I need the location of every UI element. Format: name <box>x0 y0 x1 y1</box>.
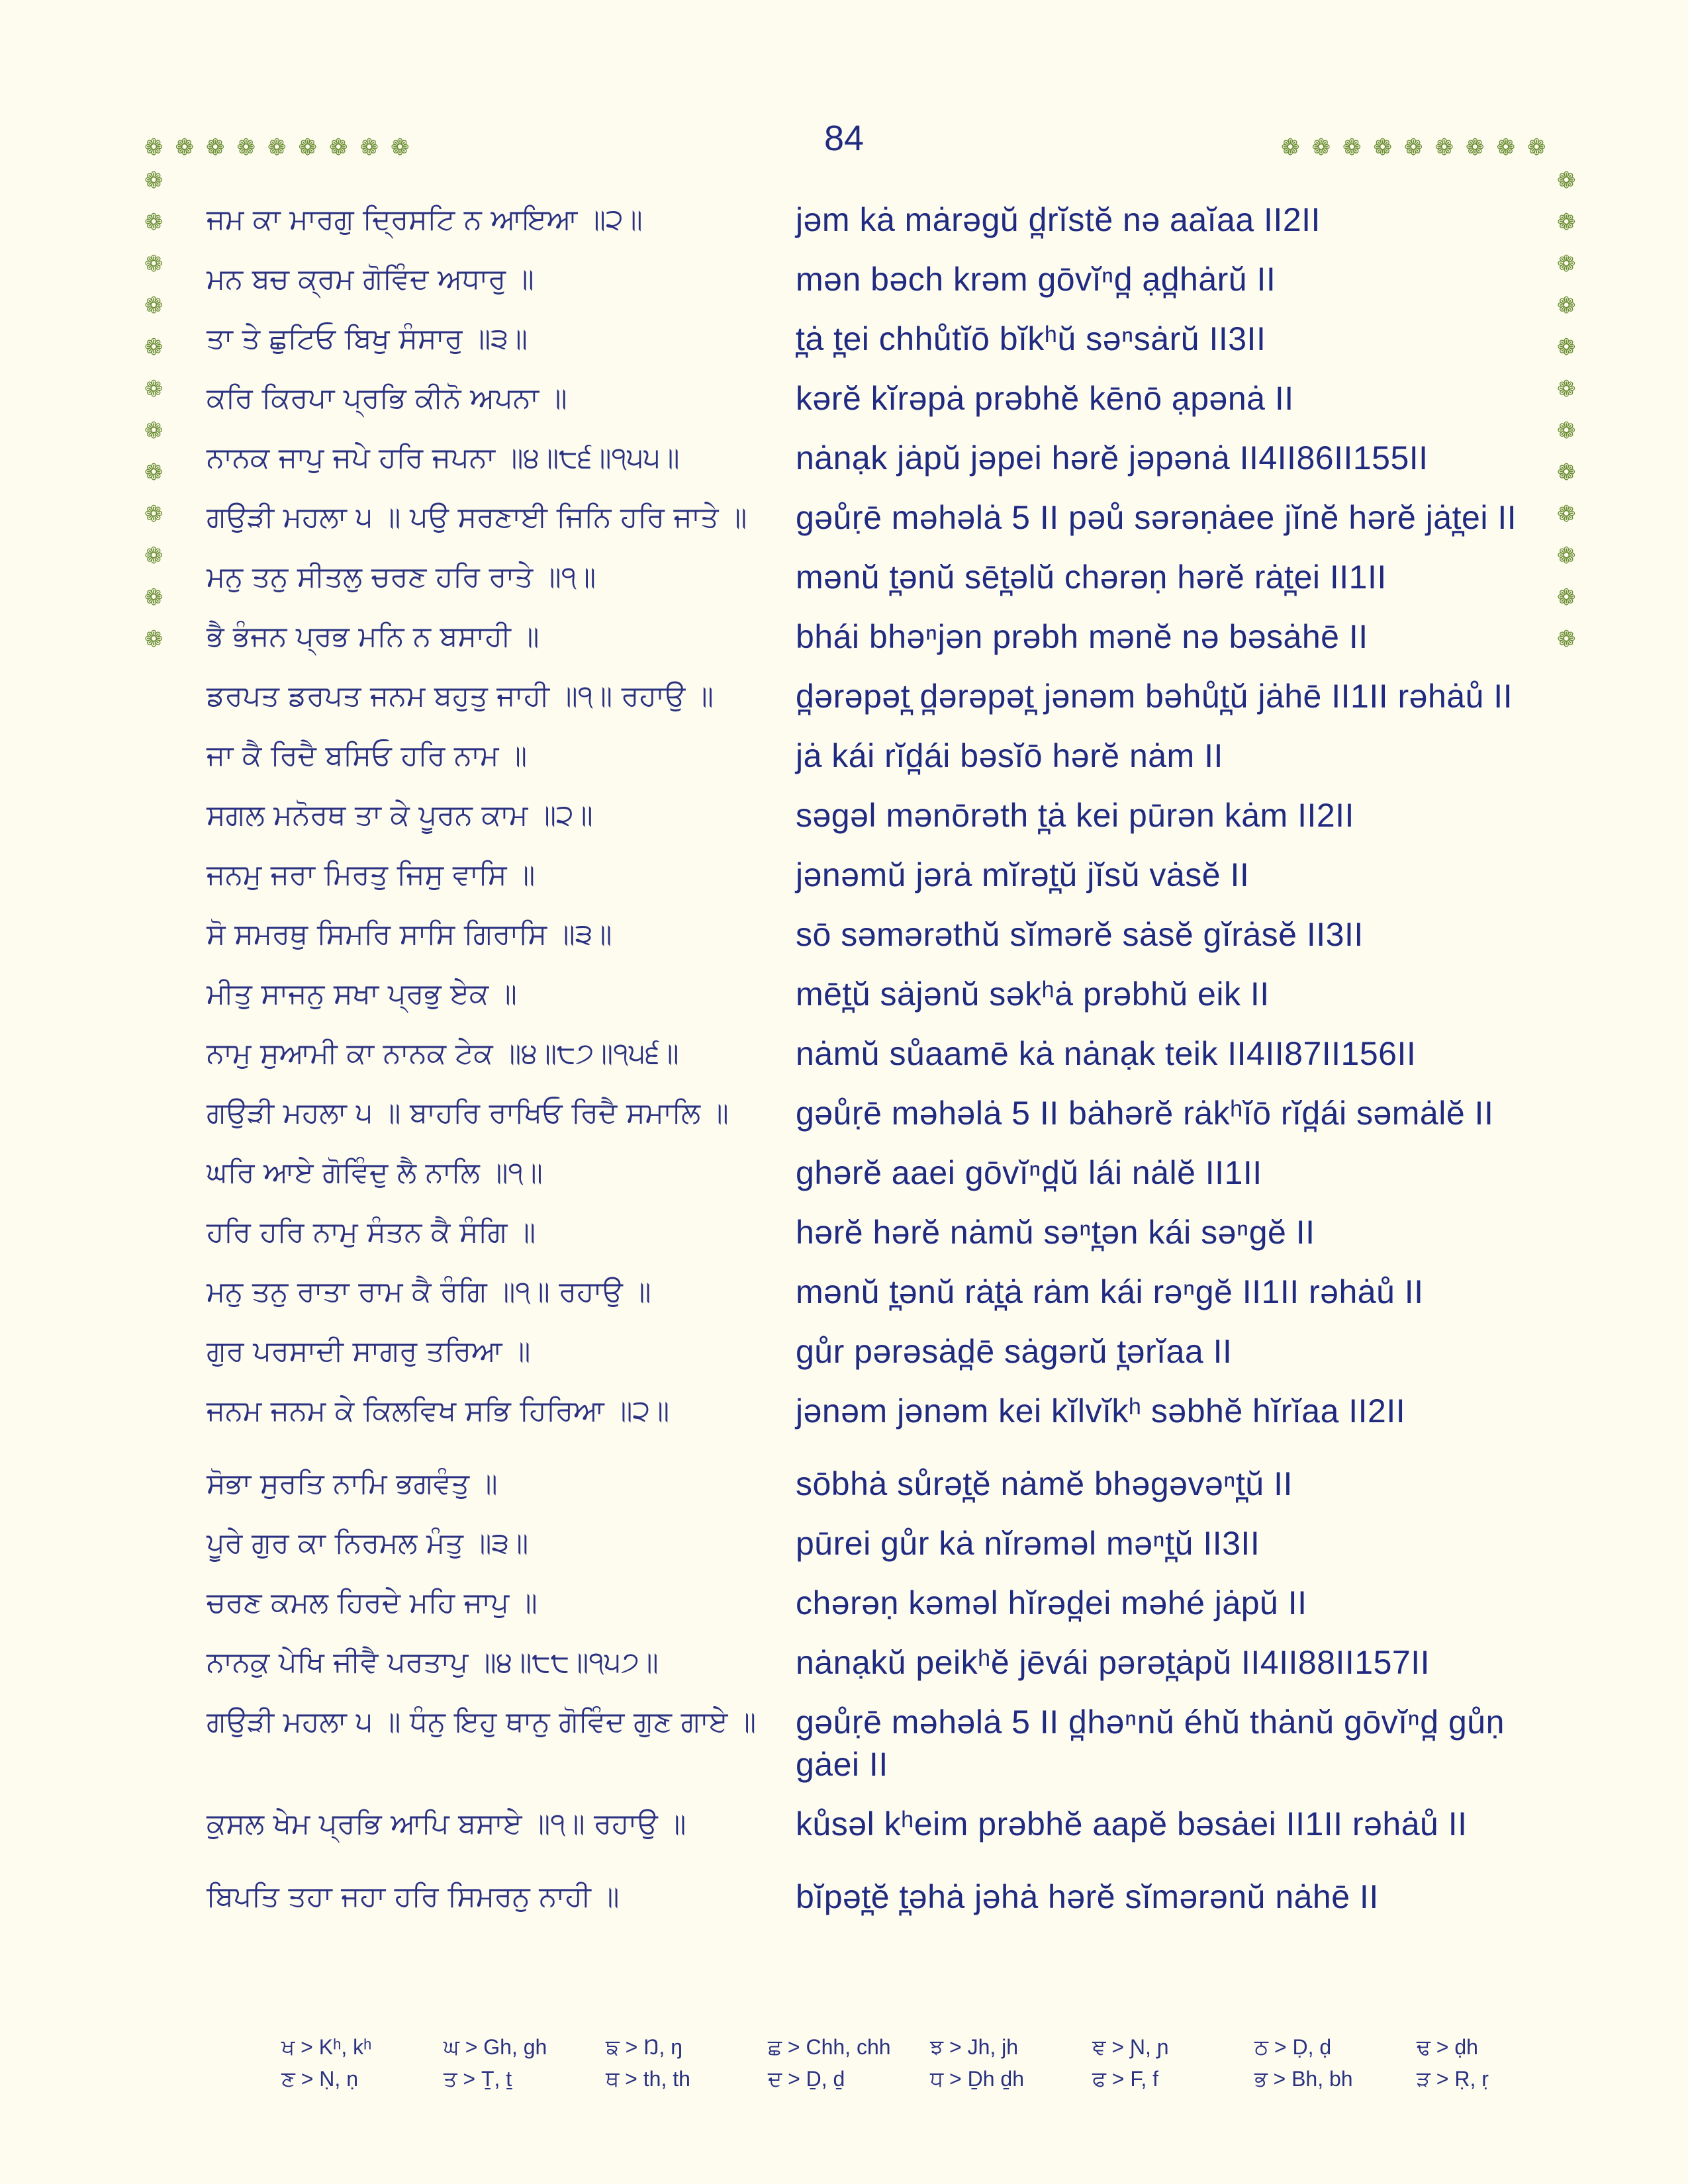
legend-item: ਤ > Ṯ, ṯ <box>444 2067 512 2091</box>
verse-row <box>207 675 1530 717</box>
flower-icon: ❁ <box>1557 626 1576 653</box>
flower-icon: ❁ <box>1434 134 1454 161</box>
flower-icon: ❁ <box>1527 134 1546 161</box>
gurmukhi-text: ਬਿਪਤਿ ਤਹਾ ਜਹਾ ਹਰਿ ਸਿਮਰਨੁ ਨਾਹੀ ॥ <box>207 1880 620 1913</box>
legend-item: ਛ > Chh, chh <box>768 2035 891 2059</box>
transliteration-text: jənəmŭ jərȧ mĭrət̪ŭ jĭsŭ vȧsĕ II <box>796 856 1250 893</box>
verse-row <box>207 1582 1530 1624</box>
flower-icon: ❁ <box>1557 584 1576 611</box>
flower-icon: ❁ <box>1404 134 1423 161</box>
transliteration-text: gəůṛē məhəlȧ 5 II pəů sərəṇȧee jĭnĕ hərĕ jȧt̪ei II <box>796 499 1517 536</box>
legend-item: ੜ > Ṛ, ṛ <box>1417 2067 1489 2091</box>
transliteration-text: nȧnạkŭ peikʰĕ jēvái pərət̪ȧpŭ II4II88II157II <box>796 1644 1430 1681</box>
transliteration-text: gəůṛē məhəlȧ 5 II bȧhərĕ rȧkʰĭō rĭd̪ái səmȧlĕ II <box>796 1095 1494 1132</box>
verse-list <box>207 199 1530 1935</box>
transliteration-text: bĭpət̪ĕ t̪əhȧ jəhȧ hərĕ sĭmərənŭ nȧhē II <box>796 1878 1379 1915</box>
flower-icon: ❁ <box>175 134 194 161</box>
verse-row <box>207 1032 1530 1075</box>
verse-row <box>207 496 1530 539</box>
legend-item: ਧ > Ḏh ḏh <box>930 2067 1025 2091</box>
verse-row <box>207 556 1530 598</box>
verse-row <box>207 318 1530 360</box>
transliteration-text: chərəṇ kəməl hĭrəd̪ei məhé jȧpŭ II <box>796 1584 1307 1621</box>
flower-icon: ❁ <box>236 134 256 161</box>
flower-icon: ❁ <box>1557 251 1576 277</box>
flower-icon: ❁ <box>144 376 164 402</box>
transliteration-text: jənəm jənəm kei kĭlvĭkʰ səbhĕ hĭrĭaa II2II <box>796 1392 1406 1430</box>
gurmukhi-text: ਕਰਿ ਕਿਰਪਾ ਪ੍ਰਭਿ ਕੀਨੋ ਅਪਨਾ ॥ <box>207 382 567 415</box>
flower-icon: ❁ <box>144 543 164 569</box>
transliteration-text: jȧ kái rĭd̪ái bəsĭō hərĕ nȧm II <box>796 737 1223 774</box>
flower-icon: ❁ <box>144 134 164 161</box>
ornament-row-left <box>144 136 410 159</box>
flower-icon: ❁ <box>144 418 164 444</box>
verse-row <box>207 437 1530 479</box>
flower-icon: ❁ <box>1557 501 1576 527</box>
flower-icon: ❁ <box>1557 376 1576 402</box>
legend-item: ਝ > Jh, jh <box>930 2035 1019 2059</box>
ornament-row-right <box>1281 136 1546 159</box>
flower-icon: ❁ <box>391 134 410 161</box>
verse-row <box>207 1463 1530 1505</box>
gurmukhi-text: ਨਾਮੁ ਸੁਆਮੀ ਕਾ ਨਾਨਕ ਟੇਕ ॥੪॥੮੭॥੧੫੬॥ <box>207 1037 679 1070</box>
transliteration-text: mənŭ t̪ənŭ rȧt̪ȧ rȧm kái rəⁿgĕ II1II rəhȧů II <box>796 1273 1424 1310</box>
transliteration-text: mēt̪ŭ sȧjənŭ səkʰȧ prəbhŭ eik II <box>796 976 1270 1013</box>
flower-icon: ❁ <box>144 293 164 319</box>
flower-icon: ❁ <box>1557 459 1576 486</box>
gurmukhi-text: ਗਉੜੀ ਮਹਲਾ ੫ ॥ ਪਉ ਸਰਣਾਈ ਜਿਨਿ ਹਰਿ ਜਾਤੇ ॥ <box>207 501 747 534</box>
verse-row <box>207 1092 1530 1134</box>
flower-icon: ❁ <box>1342 134 1362 161</box>
gurmukhi-text: ਮਨੁ ਤਨੁ ਰਾਤਾ ਰਾਮ ਕੈ ਰੰਗਿ ॥੧॥ ਰਹਾਉ ॥ <box>207 1275 651 1308</box>
flower-icon: ❁ <box>267 134 287 161</box>
transliteration-text: gůr pərəsȧd̪ē sȧgərŭ t̪ərĭaa II <box>796 1333 1233 1370</box>
verse-row <box>207 1271 1530 1313</box>
legend-item: ਘ > Gh, gh <box>444 2035 547 2059</box>
verse-row <box>207 854 1530 896</box>
gurmukhi-text: ਕੁਸਲ ਖੇਮ ਪ੍ਰਭਿ ਆਪਿ ਬਸਾਏ ॥੧॥ ਰਹਾਉ ॥ <box>207 1807 686 1841</box>
transliteration-text: kərĕ kĭrəpȧ prəbhĕ kēnō ạpənȧ II <box>796 380 1294 417</box>
transliteration-text: səgəl mənōrəth t̪ȧ kei pūrən kȧm II2II <box>796 797 1354 834</box>
flower-icon: ❁ <box>144 334 164 361</box>
legend-item: ਖ > Kʰ, kʰ <box>281 2035 372 2059</box>
gurmukhi-text: ਗੁਰ ਪਰਸਾਦੀ ਸਾਗਰੁ ਤਰਿਆ ॥ <box>207 1335 531 1368</box>
transliteration-text: hərĕ hərĕ nȧmŭ səⁿt̪ən kái səⁿgĕ II <box>796 1214 1315 1251</box>
flower-icon: ❁ <box>1373 134 1392 161</box>
gurmukhi-text: ਨਾਨਕੁ ਪੇਖਿ ਜੀਵੈ ਪਰਤਾਪੁ ॥੪॥੮੮॥੧੫੭॥ <box>207 1646 659 1679</box>
gurmukhi-text: ਸੋਭਾ ਸੁਰਤਿ ਨਾਮਿ ਭਗਵੰਤੁ ॥ <box>207 1467 498 1500</box>
flower-icon: ❁ <box>1557 543 1576 569</box>
legend-item: ਦ > Ḏ, ḏ <box>768 2067 845 2091</box>
transliteration-text: sōbhȧ sůrət̪ĕ nȧmĕ bhəgəvəⁿt̪ŭ II <box>796 1465 1293 1502</box>
flower-icon: ❁ <box>1281 134 1300 161</box>
transliteration-text: nȧmŭ sůaamē kȧ nȧnạk teik II4II87II156II <box>796 1035 1417 1072</box>
gurmukhi-text: ਡਰਪਤ ਡਰਪਤ ਜਨਮ ਬਹੁਤੁ ਜਾਹੀ ॥੧॥ ਰਹਾਉ ॥ <box>207 680 714 713</box>
transliteration-legend <box>281 2035 1579 2099</box>
verse-row <box>207 973 1530 1015</box>
flower-icon: ❁ <box>359 134 379 161</box>
legend-item: ਫ > F, f <box>1092 2067 1159 2091</box>
flower-icon: ❁ <box>329 134 348 161</box>
verse-row <box>207 1522 1530 1565</box>
transliteration-text: mənŭ t̪ənŭ sēt̪əlŭ chərəṇ hərĕ rȧt̪ei II1II <box>796 559 1387 596</box>
verse-row <box>207 1152 1530 1194</box>
gurmukhi-text: ਨਾਨਕ ਜਾਪੁ ਜਪੇ ਹਰਿ ਜਪਨਾ ॥੪॥੮੬॥੧੫੫॥ <box>207 441 680 475</box>
flower-icon: ❁ <box>144 209 164 236</box>
verse-row <box>207 1803 1530 1845</box>
gurmukhi-text: ਗਉੜੀ ਮਹਲਾ ੫ ॥ ਧੰਨੁ ਇਹੁ ਥਾਨੁ ਗੋਵਿੰਦ ਗੁਣ ਗਾਏ ॥ <box>207 1706 757 1739</box>
verse-row <box>207 913 1530 956</box>
transliteration-text: d̪ərəpət̪ d̪ərəpət̪ jənəm bəhůt̪ŭ jȧhē II1II rəhȧů II <box>796 678 1513 715</box>
legend-item: ਣ > Ṇ, ṇ <box>281 2067 358 2091</box>
legend-row <box>281 2035 1579 2060</box>
gurmukhi-text: ਭੈ ਭੰਜਨ ਪ੍ਰਭ ਮਨਿ ਨ ਬਸਾਹੀ ॥ <box>207 620 539 653</box>
gurmukhi-text: ਜਮ ਕਾ ਮਾਰਗੁ ਦ੍ਰਿਸਟਿ ਨ ਆਇਆ ॥੨॥ <box>207 203 643 236</box>
flower-icon: ❁ <box>1557 334 1576 361</box>
flower-icon: ❁ <box>144 501 164 527</box>
legend-item: ਭ > Bh, bh <box>1254 2067 1353 2091</box>
legend-item: ਠ > Ḍ, ḍ <box>1254 2035 1332 2059</box>
flower-icon: ❁ <box>144 459 164 486</box>
flower-icon: ❁ <box>1311 134 1331 161</box>
transliteration-text: ghərĕ aaei gōvĭⁿd̪ŭ lái nȧlĕ II1II <box>796 1154 1262 1191</box>
gurmukhi-text: ਪੂਰੇ ਗੁਰ ਕਾ ਨਿਰਮਲ ਮੰਤੁ ॥੩॥ <box>207 1527 529 1560</box>
verse-row <box>207 1211 1530 1253</box>
gurmukhi-text: ਸਗਲ ਮਨੋਰਥ ਤਾ ਕੇ ਪੂਰਨ ਕਾਮ ॥੨॥ <box>207 799 593 832</box>
gurmukhi-text: ਚਰਣ ਕਮਲ ਹਿਰਦੇ ਮਹਿ ਜਾਪੁ ॥ <box>207 1586 538 1619</box>
legend-item: ਢ > ḍh <box>1417 2035 1478 2059</box>
legend-item: ਞ > Ɲ, ɲ <box>1092 2035 1169 2059</box>
flower-icon: ❁ <box>1557 209 1576 236</box>
verse-row <box>207 735 1530 777</box>
gurmukhi-text: ਮਨ ਬਚ ਕ੍ਰਮ ਗੋਵਿੰਦ ਅਧਾਰੁ ॥ <box>207 263 534 296</box>
verse-row <box>207 1330 1530 1373</box>
legend-item: ਙ > Ŋ, ŋ <box>606 2035 682 2059</box>
gurmukhi-text: ਜਨਮੁ ਜਰਾ ਮਿਰਤੁ ਜਿਸੁ ਵਾਸਿ ॥ <box>207 858 536 891</box>
transliteration-text: t̪ȧ t̪ei chhůtĭō bĭkʰŭ səⁿsȧrŭ II3II <box>796 320 1266 357</box>
gurmukhi-text: ਤਾ ਤੇ ਛੁਟਿਓ ਬਿਖੁ ਸੰਸਾਰੁ ॥੩॥ <box>207 322 528 355</box>
gurmukhi-text: ਮੀਤੁ ਸਾਜਨੁ ਸਖਾ ਪ੍ਰਭੁ ਏਕ ॥ <box>207 978 517 1011</box>
verse-row <box>207 794 1530 837</box>
gurmukhi-text: ਗਉੜੀ ਮਹਲਾ ੫ ॥ ਬਾਹਰਿ ਰਾਖਿਓ ਰਿਦੈ ਸਮਾਲਿ ॥ <box>207 1097 729 1130</box>
verse-row <box>207 377 1530 420</box>
flower-icon: ❁ <box>1496 134 1515 161</box>
transliteration-text: nȧnạk jȧpŭ jəpei hərĕ jəpənȧ II4II86II155II <box>796 439 1429 477</box>
transliteration-text: pūrei gůr kȧ nĭrəməl məⁿt̪ŭ II3II <box>796 1525 1260 1562</box>
flower-icon: ❁ <box>144 584 164 611</box>
transliteration-text: bhái bhəⁿjən prəbh mənĕ nə bəsȧhē II <box>796 618 1368 655</box>
page-number: 84 <box>823 118 865 158</box>
legend-row <box>281 2067 1579 2092</box>
verse-row <box>207 1641 1530 1684</box>
flower-icon: ❁ <box>1557 418 1576 444</box>
gurmukhi-text: ਘਰਿ ਆਏ ਗੋਵਿੰਦੁ ਲੈ ਨਾਲਿ ॥੧॥ <box>207 1156 543 1189</box>
transliteration-text: sō səmərəthŭ sĭmərĕ sȧsĕ gĭrȧsĕ II3II <box>796 916 1364 953</box>
flower-icon: ❁ <box>144 626 164 653</box>
legend-item: ਥ > th, th <box>606 2067 690 2091</box>
flower-icon: ❁ <box>1466 134 1485 161</box>
flower-icon: ❁ <box>206 134 225 161</box>
gurmukhi-text: ਮਨੁ ਤਨੁ ਸੀਤਲੁ ਚਰਣ ਹਰਿ ਰਾਤੇ ॥੧॥ <box>207 561 596 594</box>
flower-icon: ❁ <box>298 134 317 161</box>
flower-icon: ❁ <box>1557 293 1576 319</box>
gurmukhi-text: ਜਾ ਕੈ ਰਿਦੈ ਬਸਿਓ ਹਰਿ ਨਾਮ ॥ <box>207 739 528 772</box>
verse-row <box>207 615 1530 658</box>
verse-row <box>207 199 1530 241</box>
flower-icon: ❁ <box>144 167 164 194</box>
transliteration-text: jəm kȧ mȧrəgŭ d̪rĭstĕ nə aaĭaa II2II <box>796 201 1321 238</box>
verse-row <box>207 1390 1530 1432</box>
verse-row <box>207 1701 1530 1786</box>
transliteration-text: kůsəl kʰeim prəbhĕ aapĕ bəsȧei II1II rəhȧů II <box>796 1805 1468 1843</box>
verse-row <box>207 1876 1530 1918</box>
flower-icon: ❁ <box>144 251 164 277</box>
verse-row <box>207 258 1530 300</box>
gurmukhi-text: ਸੋ ਸਮਰਥੁ ਸਿਮਰਿ ਸਾਸਿ ਗਿਰਾਸਿ ॥੩॥ <box>207 918 612 951</box>
gurmukhi-text: ਜਨਮ ਜਨਮ ਕੇ ਕਿਲਵਿਖ ਸਭਿ ਹਿਰਿਆ ॥੨॥ <box>207 1394 670 1428</box>
transliteration-text: gəůṛē məhəlȧ 5 II d̪həⁿnŭ éhŭ thȧnŭ gōvĭⁿd̪ gůṇ gȧei II <box>796 1704 1505 1783</box>
flower-icon: ❁ <box>1557 167 1576 194</box>
gurmukhi-text: ਹਰਿ ਹਰਿ ਨਾਮੁ ਸੰਤਨ ਕੈ ਸੰਗਿ ॥ <box>207 1216 536 1249</box>
transliteration-text: mən bəch krəm gōvĭⁿd̪ ạd̪hȧrŭ II <box>796 261 1276 298</box>
